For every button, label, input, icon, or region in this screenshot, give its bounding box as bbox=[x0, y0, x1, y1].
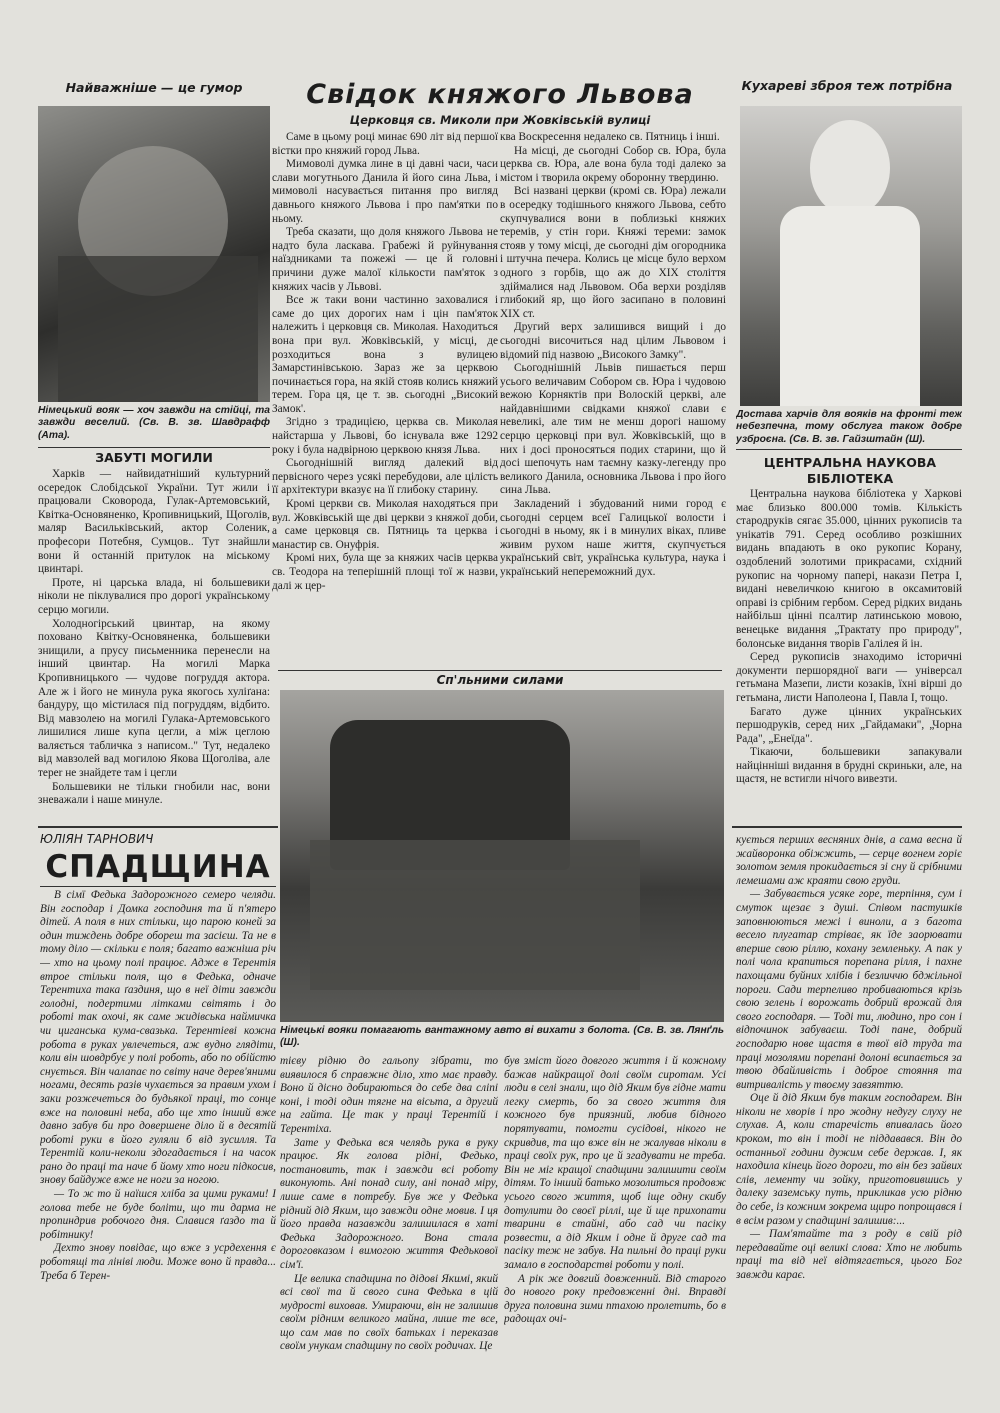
center-photo-caption: Німецькі вояки помагають вантажному авто ві вихати з болота. (Св. В. зв. Лянґль (Ш). bbox=[280, 1025, 724, 1051]
story-column-d bbox=[736, 834, 962, 1369]
story-paragraph: — То ж то й наїшся хліба за цими руками! І голова тебе не буде боліти, що ти дарма не пропиндрив робочого дня. Славися ґаздо та й робітнику! bbox=[40, 1188, 276, 1241]
story-column-c bbox=[504, 1055, 726, 1369]
library-paragraph: Центральна наукова бібліотека у Харкові має близько 800.000 томів. Кількість стародруків сягає 35.000, цінних рукописів та унікатів 791. Серед особливо розкішних видань впадають в око рукопис Корану, оздоблений золотими прикрасами, східний рукопис на чорному папері, накази Петра І, видані невеличкою книгою в оксамитовій оправі із срібним гербом. Серед рідких видань найбільш цінні псалтир латинською мовою, венецьке видання „Трактату про природу", болонське видання творів Галілея й ін. bbox=[736, 488, 962, 650]
right-divider bbox=[736, 449, 962, 450]
left-photo-soldier bbox=[38, 106, 270, 402]
article-paragraph: Другий верх залишився вищий і до сьогодні височиться над цілим Львовом і відомий під назвою „Високого Замку". bbox=[500, 321, 726, 361]
story-title-rule bbox=[40, 886, 276, 887]
article-paragraph: Треба сказати, що доля княжого Львова не надто була ласкава. Грабежі й руйнування наїздниками та пожежі — це й головні причини дуже малої кількости пам'яток з княжих часів у Львові. bbox=[272, 226, 498, 293]
article-paragraph: ква Воскресення недалеко св. Пятниць і інші. bbox=[500, 131, 720, 143]
right-photo-cook bbox=[740, 106, 962, 406]
photo-header-truck: Сп'льними силами bbox=[436, 673, 564, 687]
article-paragraph: Саме в цьому році минає 690 літ від першої вістки про княжий город Льва. bbox=[272, 131, 498, 157]
center-divider bbox=[278, 670, 722, 671]
article-paragraph: Сьогоднішній вигляд далекий від первісного через усякі перебудови, але цілість її архітектури вказує на її глибоку старину. bbox=[272, 457, 498, 497]
story-paragraph: — Забувається усяке горе, терпіння, сум і смуток щезає з душі. Співом пастушків заповнюються межі і виноли, а з багота весело плугатар стріває, як їде заорювати вперше свою ріллю, кохану земленьку. А пак у полі чола крапиться порепана рілля, і пахне пахощами буйних хлібів і безличчю бджільної пороги. Сади терпеливо пробиваються крізь свою зелень і ворожать добрий врожай для свого господаря. — Тоді ти, людино, про сон і відпочинок забуваєш. Тоді пане, добрий господарю нове щастя в твої від труда та праці мозолями порепані долоні всипається за твою дбайливість і доброе стояння та витривалість у твоєму завзяттю. bbox=[736, 888, 962, 1091]
story-paragraph: Оце й дід Яким був таким господарем. Він ніколи не хворів і про жодну недугу слуху не слухав. А, коли старечість впивалась його кроком, то він і тоді не піддавався. Він до останньої години дужим себе держав. І, як находила кінець його дороги, то він без зайвих слів, лементу чи зойку, приготовившись у далеку заземську путь, прикликав усю рідню до себе, із кожним зокрема щиро попрощався і в всім разом у спадщині залишив:... bbox=[736, 1092, 962, 1227]
story-paragraph: В сімї Федька Задорожного семеро челяди. Він господар і Домка господиня та й п'ятеро дітей. А поля в них стільки, що парою коней за один тиждень добре обореш та засієш. Та не в тому діло — скільки є поля; багато важніша річ — хто на цьому полі працює. Адже в Терентія втрое стільки поля, що в Федька, одначе Терентиха така ґаздиня, що в неї діти завжди голодні, подертими літками світять і до роботі так охочі, як саме жидівська наймичка чи циганська кума-свазька. Терентіеві кожна робота в руках увлечеться, аж вудно глядіти, коли він шовдрбує у полі роботь, або по обійстю снується. Він чалапає по світу наче дерев'яними ногами, десять разів чухається за правим ухом і заки розжечеться до будьякої праці, то сонце вже на половині неба, або ще хто інший вже давно забув би про довершене діло й в десятій роботі руки в його гуляли б від зусилля. Та Терентій коли-неколи здогадається і на часок рано до праці та наче б йому хто ноги підкосив, знову байдуже вже не ноги за ногою. bbox=[40, 889, 276, 1187]
graves-title: ЗАБУТІ МОГИЛИ bbox=[95, 450, 213, 465]
library-paragraph: Багато дуже цінних українських першодруків, серед них „Гайдамаки", „Чорна Рада", „Енеїда". bbox=[736, 705, 962, 745]
story-column-a bbox=[40, 889, 276, 1369]
left-divider bbox=[38, 447, 270, 448]
article-paragraph: Все ж таки вони частинно заховалися і саме до цих дорогих нам і цін пам'яток належить і церковця св. Миколая. Находиться вона при вул. Жовківській, у місці, де розходиться вона з вулицею Замарстинівською. Зараз же за церквою починається гора, на якій стояв колись княжий терем. Гора ця, це т. зв. сьогодні „Високий Замок'. bbox=[272, 294, 498, 415]
article-paragraph: Сьогоднішній Львів пишається перш усього величавим Собором св. Юра і чудовою вежою Корняктів при Волоскій церкві, але найдавнішими свідками княжої слави є невеликі, але тим не менш дорогі нашому серцю церковці при вул. Жовківській, що в них і досі проносяться подих старини, що й досі шепочуть нам таємну казку-легенду про великого Данила, основника Львова і про його сина Льва. bbox=[500, 362, 726, 497]
story-paragraph: Це велика спадщина по дідові Якимі, який всі свої та й свого сина Федька в цій мудрості виховав. Умираючи, він не залишив своїм рідним великого майна, лише те все, що сам мав по своїх батьках і переказав своїм унукам спадщину по своїх родичах. Це bbox=[280, 1272, 498, 1353]
graves-paragraph: Проте, ні царська влада, ні большевики ніколи не піклувалися про дорогі українському серцю могили. bbox=[38, 576, 270, 616]
left-header: Найважніше — це гумор bbox=[65, 80, 243, 95]
graves-article bbox=[38, 468, 270, 820]
right-header: Кухареві зброя теж потрібна bbox=[741, 78, 953, 93]
story-paragraph: кується перших весняних днів, а сама весна й жайворонка обіжжить, — серце вогнем горіє золотом земля прокидається зі сну й срібними лемешами аж краяти свою груди. bbox=[736, 834, 962, 887]
graves-paragraph: Холодногірський цвинтар, на якому поховано Квітку-Основяненка, большевики знищили, а прусу письменника перенесли на інший цвинтар. На могилі Марка Кропивницького — чудове погруддя актора. Але ж і його не минула рука якогось хуліґана: бандуру, що містилася під погруддям, відбито. Від мавзолею на могилі Гулака-Артемовського лишилися лише купа цегли, а між цеглою валяється табличка з написом.." Тут, недалеко від мавзолей вад могилою Якова Щоголіва, але теper не знайдете там і цегли bbox=[38, 617, 270, 780]
left-photo-caption: Німецький вояк — хоч завжди на стійці, та завжди веселий. (Св. В. зв. Шавдрафф (Ата). bbox=[38, 405, 270, 441]
story-paragraph: тієву рідню до гальопу зібрати, то виявилося б справжнє діло, хто має правду. Воно й дісно добираються до себе два сліпі коні, і тоді один тягне на вісьта, а другий на гайта. Це так у праці Терентій і Терентіха. bbox=[280, 1055, 498, 1135]
article-paragraph: Закладений і збудований ними город є сьогодні серцем всеї Галицької волости і сьогодні в ньому, як і в минулих віках, пливе живим рухом наше життя, скупчується український світ, українська культура, наука і український непереможний дух. bbox=[500, 498, 726, 578]
article-column-1 bbox=[272, 131, 498, 671]
story-top-rule-right bbox=[732, 826, 962, 828]
article-paragraph: Всі названі церкви (кромі св. Юра) лежали в осередку тодішнього княжого Львова, себто скупчувалися вони в поблизькі княжих теремів, у стін гори. Княжі тереми: замок стояв у тому місці, де сьогодні дім огородника і штучна печера. Колись це місце було верхом одного з горбів, що аж до XIX століття здіймалися над Львовом. Оба верхи розділяв глибокий яр, що його засипано в половині XIX ст. bbox=[500, 185, 726, 320]
article-paragraph: Мимоволі думка лине в ці давні часи, часи слави могутнього Данила й його сина Льва, і мимоволі насувається питання про вигляд давнього княжого Львова і про пам'ятки по ньому. bbox=[272, 158, 498, 225]
story-paragraph: був зміст його довгого життя і й кожному бажав найкращої долі своїм сиротам. Усі люди в селі знали, що дід Яким був гідне мати легку смерть, бо за свого життя для кожного був приязний, любив бідного порятувати, помогти сусідові, нікого не скривдив, та що вже він не жалував ніколи в праці своїх рук, про це й згадувати не треба. Він не міг кращої спадщини залишити своїм дітям. То інший батько мозолиться продовж усього свого життя, щоб іще одну скибу дотулити до своєї ріллі, ще й ще прихопати тварини в стайні, або сад чи пасіку розвести, а дід Яким і одне й друге сад та пасіку теж не забув. На пильні до праці руки замало в господарстві роботи у полі. bbox=[504, 1055, 726, 1271]
story-paragraph: — Пам'ятайте та з роду в свій рід передавайте оці великі слова: Хто не любить праці та від неї відтягається, цього Бог завжди карає. bbox=[736, 1228, 962, 1281]
story-paragraph: А рік же довгий довженний. Від старого до нового року предовженні дні. Вправді друга половина зими птахою пролетить, бо в радощах очі- bbox=[504, 1272, 726, 1326]
story-paragraph: Зате у Федька вся челядь рука в руку працює. Як голова рідні, Федько, постановить, так і завжди всі роботу виконують. Ані понад силу, ані понад міру, лише саме в потребу. Був же у Федька рідний дід Яким, що завжди одне мовив. І ця його правда назавжди залишилася в хаті Федька Задорожного. Вона стала дороговказом і вимогою життя Федькової сім'ї. bbox=[280, 1136, 498, 1271]
graves-paragraph: Большевики не тільки гнобили нас, вони зневажали і наше минуле. bbox=[38, 780, 270, 807]
library-article bbox=[736, 488, 962, 818]
article-paragraph: Згідно з традицією, церква св. Миколая найстарша у Львові, бо існувала вже 1292 року і була надвірною церквою князя Льва. bbox=[272, 416, 498, 456]
center-photo-truck bbox=[280, 690, 724, 1022]
right-photo-caption: Достава харчів для вояків на фронті теж небезпечна, тому обслуга також добре узброєна. (Св. В. зв. Гайзштайн (Ш). bbox=[736, 409, 962, 445]
library-paragraph: Серед рукописів знаходимо історичні документи першорядної ваги — універсал гетьмана Мазепи, листи козаків, їхні вірші до гетьмана, листи Наполеона І, Павла І, тощо. bbox=[736, 651, 962, 704]
article-subtitle: Церковця св. Миколи при Жовківській вулиці bbox=[349, 114, 651, 127]
story-paragraph: Дехто знову повідає, що вже з усрдехення є роботящі та лініві люди. Може воно й правда... Треба б Терен- bbox=[40, 1242, 276, 1282]
article-paragraph: На місці, де сьогодні Собор св. Юра, була церква св. Юра, але вона була тоді далеко за містом і творила окрему оборонну твердиню. bbox=[500, 144, 726, 184]
article-paragraph: Кромі них, була ще за княжих часів церква св. Теодора на теперішній площі тої ж назви, далі ж цер- bbox=[272, 552, 498, 592]
article-title: Свідок княжого Львова bbox=[306, 79, 694, 110]
story-title: СПАДЩИНА bbox=[45, 849, 271, 885]
story-author: ЮЛІЯН ТАРНОВИЧ bbox=[40, 832, 154, 846]
story-column-b bbox=[280, 1055, 498, 1369]
library-paragraph: Тікаючи, большевики запакували найцінніші видання в брудні скриньки, але, на щастя, не встигли нічого вивезти. bbox=[736, 746, 962, 786]
article-column-2 bbox=[500, 131, 726, 671]
article-paragraph: Кромі церкви св. Миколая находяться при вул. Жовківській ще дві церкви з княжої доби, а саме церковця св. Пятниць та церква і манастир св. Онуфрія. bbox=[272, 498, 498, 551]
story-top-rule-left bbox=[38, 826, 278, 828]
graves-paragraph: Харків — найвидатніший культурний осередок Слобідської України. Тут жили і працювали Сковорода, Гулак-Артемовський, Квітка-Основяненко, Кропивницький, Щоголів, маляр Васильківський, актор Соленик, професори Потебня, Сумцов.. Тут знайшли вони й останній притулок на міському цвинтарі. bbox=[38, 468, 270, 576]
library-title: ЦЕНТРАЛЬНА НАУКОВА БІБЛІОТЕКА bbox=[763, 455, 937, 486]
